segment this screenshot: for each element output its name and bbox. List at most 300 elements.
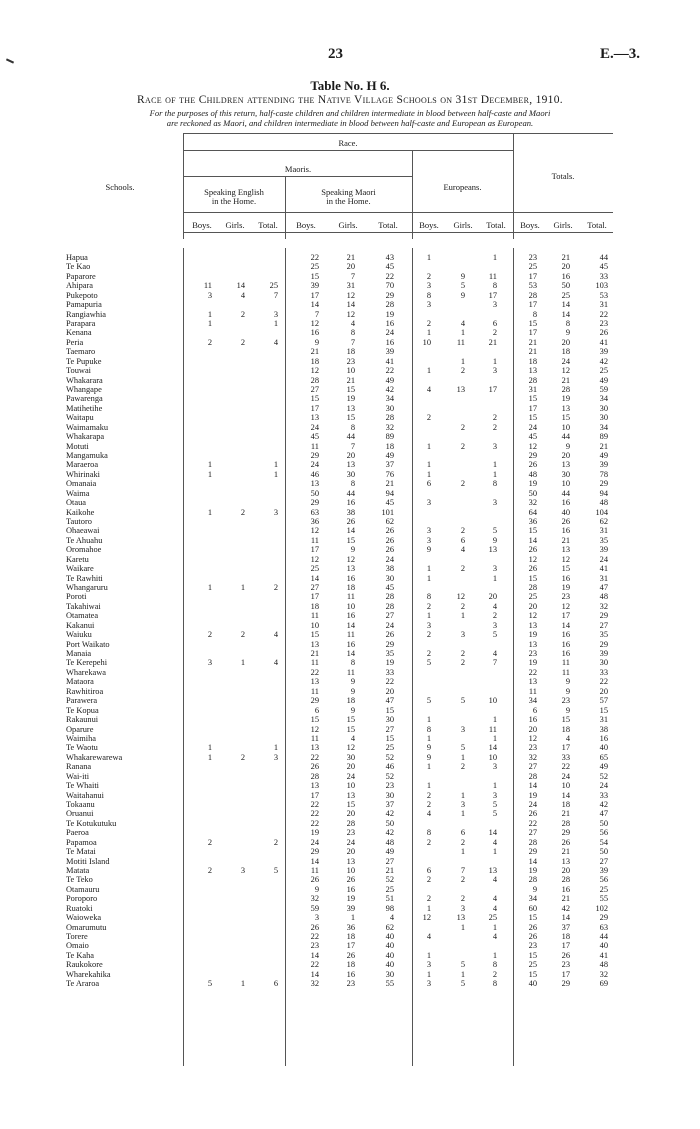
cell-total-boys: 6 <box>532 705 537 715</box>
cell-english-total: 4 <box>273 337 278 347</box>
cell-euro-total: 17 <box>488 385 497 395</box>
cell-total-boys: 20 <box>528 601 537 611</box>
cell-total-girls: 12 <box>561 601 570 611</box>
cell-euro-boys: 6 <box>426 479 431 489</box>
cell-maori-girls: 19 <box>346 894 355 904</box>
cell-total-boys: 13 <box>528 366 537 376</box>
cell-maori-boys: 17 <box>310 790 319 800</box>
cell-euro-girls: 2 <box>460 875 465 885</box>
cell-maori-girls: 13 <box>346 790 355 800</box>
cell-english-boys: 1 <box>207 469 212 479</box>
table-row <box>0 894 700 903</box>
cell-euro-total: 7 <box>492 658 497 668</box>
cell-maori-boys: 12 <box>310 319 319 328</box>
cell-english-girls: 2 <box>240 752 245 762</box>
cell-maori-girls: 23 <box>346 356 355 366</box>
cell-maori-boys: 13 <box>310 743 319 753</box>
cell-maori-boys: 14 <box>310 300 319 310</box>
cell-euro-boys: 2 <box>426 271 431 281</box>
school-name: Pukepoto <box>66 290 98 300</box>
school-name: Waiuku <box>66 630 92 640</box>
cell-total-boys: 23 <box>528 649 537 659</box>
cell-total-boys: 18 <box>528 356 537 366</box>
cell-euro-boys: 10 <box>422 337 431 347</box>
cell-maori-girls: 17 <box>346 941 355 951</box>
cell-total-total: 57 <box>599 696 608 706</box>
cell-maori-girls: 15 <box>346 535 355 545</box>
cell-english-boys: 3 <box>207 658 212 668</box>
school-name: Karetu <box>66 554 89 564</box>
cell-maori-boys: 22 <box>310 253 319 262</box>
cell-total-boys: 15 <box>528 950 537 960</box>
table-row <box>0 536 700 545</box>
cell-maori-total: 76 <box>385 469 394 479</box>
cell-maori-total: 18 <box>385 441 394 451</box>
cell-maori-total: 26 <box>385 545 394 555</box>
cell-maori-girls: 11 <box>346 592 355 602</box>
cell-maori-girls: 15 <box>346 799 355 809</box>
cell-maori-girls: 20 <box>346 262 355 272</box>
cell-total-total: 30 <box>599 658 608 668</box>
cell-maori-girls: 8 <box>350 422 355 432</box>
cell-total-total: 62 <box>599 517 608 527</box>
school-name: Te Araroa <box>66 979 100 989</box>
cell-maori-total: 28 <box>385 300 394 310</box>
cell-total-girls: 9 <box>565 705 570 715</box>
cell-maori-total: 42 <box>385 809 394 819</box>
cell-total-boys: 12 <box>528 733 537 743</box>
cell-total-boys: 8 <box>532 309 537 319</box>
cell-maori-total: 22 <box>385 677 394 687</box>
table-row <box>0 413 700 422</box>
cell-total-boys: 32 <box>528 752 537 762</box>
cell-euro-boys: 1 <box>426 366 431 376</box>
cell-maori-girls: 8 <box>350 658 355 668</box>
cell-euro-boys: 1 <box>426 460 431 470</box>
table-row <box>0 602 700 611</box>
cell-maori-boys: 26 <box>310 922 319 932</box>
cell-euro-boys: 3 <box>426 281 431 291</box>
cell-total-girls: 9 <box>565 677 570 687</box>
cell-total-total: 59 <box>599 385 608 395</box>
table-row <box>0 262 700 271</box>
maoris-header: Maoris. <box>284 164 312 174</box>
margin-mark <box>6 58 14 63</box>
table-row <box>0 470 700 479</box>
cell-maori-total: 15 <box>385 733 394 743</box>
cell-maori-total: 27 <box>385 856 394 866</box>
school-name: Poroporo <box>66 894 98 904</box>
cell-maori-total: 40 <box>385 960 394 970</box>
cell-total-boys: 28 <box>528 771 537 781</box>
cell-total-total: 40 <box>599 941 608 951</box>
cell-total-girls: 19 <box>561 583 570 593</box>
cell-maori-boys: 12 <box>310 366 319 376</box>
cell-total-boys: 23 <box>528 743 537 753</box>
school-name: Torere <box>66 931 88 941</box>
cell-maori-girls: 18 <box>346 960 355 970</box>
cell-maori-girls: 18 <box>346 347 355 357</box>
cell-maori-total: 101 <box>381 507 394 517</box>
table-row <box>0 526 700 535</box>
table-row <box>0 253 700 262</box>
school-name: Te Kao <box>66 262 91 272</box>
cell-total-total: 55 <box>599 894 608 904</box>
cell-euro-girls: 1 <box>460 356 465 366</box>
cell-maori-boys: 14 <box>310 950 319 960</box>
cell-total-girls: 4 <box>565 733 570 743</box>
table-row <box>0 621 700 630</box>
cell-maori-girls: 10 <box>346 865 355 875</box>
header-rule-bottom <box>183 232 613 233</box>
cell-total-total: 25 <box>599 884 608 894</box>
cell-total-boys: 36 <box>528 517 537 527</box>
cell-total-boys: 19 <box>528 479 537 489</box>
speaking-maori-header <box>285 188 412 206</box>
cell-english-boys: 2 <box>207 337 212 347</box>
cell-maori-total: 50 <box>385 818 394 828</box>
cell-euro-total: 5 <box>492 799 497 809</box>
cell-maori-boys: 32 <box>310 894 319 904</box>
cell-total-boys: 34 <box>528 894 537 904</box>
cell-total-girls: 11 <box>561 667 570 677</box>
school-name: Matata <box>66 865 90 875</box>
school-name: Ranana <box>66 762 92 772</box>
cell-euro-boys: 1 <box>426 573 431 583</box>
cell-total-girls: 16 <box>561 639 570 649</box>
cell-total-boys: 11 <box>528 686 537 696</box>
cell-euro-total: 5 <box>492 630 497 640</box>
cell-maori-boys: 12 <box>310 526 319 536</box>
cell-total-boys: 28 <box>528 583 537 593</box>
school-name: Waikare <box>66 564 94 574</box>
cell-total-girls: 20 <box>561 865 570 875</box>
cell-maori-girls: 11 <box>346 667 355 677</box>
cell-total-total: 27 <box>599 620 608 630</box>
school-name: Waioweka <box>66 913 102 923</box>
cell-euro-total: 1 <box>492 573 497 583</box>
cell-maori-girls: 44 <box>346 488 355 498</box>
cell-maori-boys: 24 <box>310 837 319 847</box>
table-row <box>0 857 700 866</box>
cell-maori-total: 40 <box>385 950 394 960</box>
cell-euro-girls: 1 <box>460 752 465 762</box>
cell-euro-girls: 1 <box>460 969 465 979</box>
cell-euro-total: 1 <box>492 922 497 932</box>
cell-maori-total: 45 <box>385 583 394 593</box>
cell-total-total: 53 <box>599 290 608 300</box>
cell-maori-boys: 26 <box>310 875 319 885</box>
cell-total-girls: 16 <box>561 649 570 659</box>
cell-euro-total: 2 <box>492 611 497 621</box>
cell-total-girls: 21 <box>561 894 570 904</box>
cell-total-boys: 15 <box>528 526 537 536</box>
cell-maori-total: 25 <box>385 743 394 753</box>
cell-total-total: 27 <box>599 856 608 866</box>
cell-euro-boys: 2 <box>426 790 431 800</box>
cell-total-total: 29 <box>599 639 608 649</box>
cell-maori-boys: 18 <box>310 356 319 366</box>
cell-total-boys: 23 <box>528 941 537 951</box>
cell-maori-boys: 25 <box>310 262 319 272</box>
cell-maori-boys: 10 <box>310 620 319 630</box>
cell-total-boys: 15 <box>528 319 537 328</box>
cell-total-girls: 26 <box>561 950 570 960</box>
cell-maori-total: 28 <box>385 413 394 423</box>
cell-total-girls: 24 <box>561 771 570 781</box>
cell-english-total: 1 <box>273 469 278 479</box>
school-name: Te Ahuahu <box>66 535 103 545</box>
table-row <box>0 555 700 564</box>
cell-total-boys: 13 <box>528 639 537 649</box>
race-header: Race. <box>338 138 358 148</box>
school-name: Otamatea <box>66 611 99 621</box>
cell-total-boys: 45 <box>528 432 537 442</box>
cell-euro-girls: 5 <box>460 979 465 989</box>
cell-total-boys: 26 <box>528 564 537 574</box>
cell-total-girls: 17 <box>561 743 570 753</box>
school-name: Rakaunui <box>66 715 99 725</box>
cell-maori-girls: 16 <box>346 498 355 508</box>
school-name: Whakarara <box>66 375 103 385</box>
cell-maori-girls: 14 <box>346 620 355 630</box>
cell-total-girls: 25 <box>561 290 570 300</box>
header-rule-top <box>183 133 613 134</box>
cell-euro-total: 3 <box>492 441 497 451</box>
cell-total-total: 104 <box>595 507 608 517</box>
table-row <box>0 781 700 790</box>
cell-total-total: 89 <box>599 432 608 442</box>
cell-euro-total: 13 <box>488 545 497 555</box>
cell-total-boys: 12 <box>528 611 537 621</box>
school-name: Te Kerepehi <box>66 658 108 668</box>
col-euro-boys: Boys. <box>419 220 439 230</box>
cell-maori-girls: 12 <box>346 743 355 753</box>
school-name: Motiti Island <box>66 856 110 866</box>
cell-total-boys: 26 <box>528 922 537 932</box>
cell-maori-girls: 20 <box>346 451 355 461</box>
school-name: Pamapuria <box>66 300 102 310</box>
cell-maori-girls: 16 <box>346 884 355 894</box>
cell-maori-girls: 12 <box>346 290 355 300</box>
cell-euro-boys: 3 <box>426 526 431 536</box>
cell-euro-boys: 1 <box>426 611 431 621</box>
cell-euro-total: 21 <box>488 337 497 347</box>
cell-total-girls: 21 <box>561 847 570 857</box>
cell-euro-girls: 1 <box>460 790 465 800</box>
cell-total-total: 31 <box>599 300 608 310</box>
cell-maori-girls: 39 <box>346 903 355 913</box>
cell-total-girls: 10 <box>561 422 570 432</box>
cell-total-boys: 17 <box>528 328 537 338</box>
table-row <box>0 838 700 847</box>
cell-euro-boys: 2 <box>426 413 431 423</box>
cell-maori-total: 55 <box>385 979 394 989</box>
cell-total-girls: 44 <box>561 488 570 498</box>
cell-total-boys: 12 <box>528 441 537 451</box>
school-name: Kaikohe <box>66 507 95 517</box>
school-name: Whangaruru <box>66 583 108 593</box>
school-name: Papamoa <box>66 837 97 847</box>
cell-total-girls: 23 <box>561 696 570 706</box>
cell-maori-girls: 14 <box>346 649 355 659</box>
cell-maori-boys: 59 <box>310 903 319 913</box>
table-row <box>0 677 700 686</box>
cell-total-boys: 21 <box>528 347 537 357</box>
school-name: Manaia <box>66 649 92 659</box>
cell-total-boys: 53 <box>528 281 537 291</box>
table-row <box>0 979 700 988</box>
cell-maori-total: 26 <box>385 630 394 640</box>
cell-maori-girls: 12 <box>346 309 355 319</box>
cell-total-boys: 15 <box>528 413 537 423</box>
cell-euro-boys: 8 <box>426 592 431 602</box>
cell-total-total: 33 <box>599 790 608 800</box>
cell-total-girls: 14 <box>561 913 570 923</box>
cell-euro-total: 1 <box>492 847 497 857</box>
table-row <box>0 394 700 403</box>
cell-euro-girls: 2 <box>460 564 465 574</box>
cell-total-boys: 26 <box>528 809 537 819</box>
cell-maori-girls: 18 <box>346 696 355 706</box>
cell-euro-girls: 2 <box>460 479 465 489</box>
cell-english-total: 2 <box>273 583 278 593</box>
cell-euro-boys: 9 <box>426 743 431 753</box>
cell-total-total: 24 <box>599 781 608 791</box>
cell-maori-total: 25 <box>385 884 394 894</box>
cell-total-boys: 14 <box>528 781 537 791</box>
cell-total-girls: 44 <box>561 432 570 442</box>
cell-euro-boys: 1 <box>426 733 431 743</box>
cell-euro-total: 2 <box>492 969 497 979</box>
cell-maori-boys: 7 <box>314 309 319 319</box>
cell-euro-boys: 9 <box>426 752 431 762</box>
cell-maori-total: 19 <box>385 309 394 319</box>
cell-english-girls: 2 <box>240 337 245 347</box>
cell-maori-boys: 3 <box>314 913 319 923</box>
cell-maori-total: 29 <box>385 290 394 300</box>
cell-english-boys: 1 <box>207 319 212 328</box>
cell-total-total: 32 <box>599 601 608 611</box>
cell-euro-total: 4 <box>492 649 497 659</box>
cell-total-girls: 28 <box>561 385 570 395</box>
school-name: Rawhitiroa <box>66 686 104 696</box>
cell-maori-total: 40 <box>385 931 394 941</box>
school-name: Wai-iti <box>66 771 90 781</box>
cell-euro-boys: 1 <box>426 903 431 913</box>
cell-euro-total: 11 <box>488 724 497 734</box>
cell-euro-total: 1 <box>492 253 497 262</box>
cell-total-girls: 10 <box>561 781 570 791</box>
cell-euro-total: 2 <box>492 422 497 432</box>
cell-maori-total: 37 <box>385 460 394 470</box>
cell-maori-boys: 21 <box>310 347 319 357</box>
cell-maori-total: 16 <box>385 337 394 347</box>
cell-euro-boys: 3 <box>426 535 431 545</box>
header-rule-sub <box>183 212 613 213</box>
cell-maori-boys: 29 <box>310 498 319 508</box>
cell-maori-girls: 23 <box>346 828 355 838</box>
cell-total-boys: 29 <box>528 451 537 461</box>
col-total-girls: Girls. <box>553 220 573 230</box>
cell-total-total: 50 <box>599 818 608 828</box>
cell-maori-boys: 27 <box>310 583 319 593</box>
cell-maori-girls: 26 <box>346 517 355 527</box>
cell-maori-boys: 26 <box>310 762 319 772</box>
cell-total-total: 29 <box>599 611 608 621</box>
table-row <box>0 923 700 932</box>
cell-total-girls: 9 <box>565 441 570 451</box>
school-name: Motuti <box>66 441 89 451</box>
cell-maori-girls: 16 <box>346 573 355 583</box>
cell-euro-total: 4 <box>492 931 497 941</box>
cell-euro-total: 3 <box>492 762 497 772</box>
cell-maori-girls: 30 <box>346 469 355 479</box>
cell-total-boys: 17 <box>528 403 537 413</box>
cell-maori-boys: 14 <box>310 969 319 979</box>
cell-maori-boys: 6 <box>314 705 319 715</box>
cell-maori-boys: 15 <box>310 630 319 640</box>
table-row <box>0 545 700 554</box>
table-row <box>0 828 700 837</box>
cell-total-total: 30 <box>599 413 608 423</box>
cell-total-total: 32 <box>599 969 608 979</box>
cell-euro-girls: 9 <box>460 271 465 281</box>
cell-euro-boys: 5 <box>426 696 431 706</box>
cell-english-boys: 1 <box>207 743 212 753</box>
cell-maori-girls: 4 <box>350 733 355 743</box>
header-divider <box>183 133 184 239</box>
cell-english-boys: 2 <box>207 837 212 847</box>
cell-total-total: 22 <box>599 677 608 687</box>
cell-maori-boys: 11 <box>310 733 319 743</box>
cell-maori-boys: 15 <box>310 715 319 725</box>
cell-total-girls: 11 <box>561 658 570 668</box>
cell-total-total: 56 <box>599 828 608 838</box>
cell-maori-boys: 16 <box>310 328 319 338</box>
cell-euro-total: 3 <box>492 564 497 574</box>
school-name: Waitahanui <box>66 790 104 800</box>
cell-euro-girls: 2 <box>460 837 465 847</box>
cell-euro-girls: 2 <box>460 649 465 659</box>
cell-euro-girls: 12 <box>456 592 465 602</box>
cell-total-boys: 32 <box>528 498 537 508</box>
cell-total-boys: 19 <box>528 865 537 875</box>
cell-maori-total: 30 <box>385 573 394 583</box>
cell-euro-boys: 4 <box>426 809 431 819</box>
table-row <box>0 951 700 960</box>
table-row <box>0 734 700 743</box>
cell-euro-boys: 1 <box>426 781 431 791</box>
cell-total-total: 102 <box>595 903 608 913</box>
cell-euro-boys: 3 <box>426 300 431 310</box>
cell-euro-girls: 6 <box>460 828 465 838</box>
cell-total-girls: 10 <box>561 479 570 489</box>
table-row <box>0 743 700 752</box>
cell-euro-total: 1 <box>492 469 497 479</box>
cell-total-boys: 16 <box>528 715 537 725</box>
table-row <box>0 347 700 356</box>
cell-total-total: 49 <box>599 375 608 385</box>
cell-total-girls: 18 <box>561 347 570 357</box>
cell-maori-total: 45 <box>385 498 394 508</box>
cell-euro-girls: 3 <box>460 724 465 734</box>
cell-maori-boys: 25 <box>310 564 319 574</box>
cell-total-total: 44 <box>599 253 608 262</box>
cell-maori-total: 29 <box>385 639 394 649</box>
cell-euro-boys: 1 <box>426 441 431 451</box>
cell-maori-total: 49 <box>385 451 394 461</box>
